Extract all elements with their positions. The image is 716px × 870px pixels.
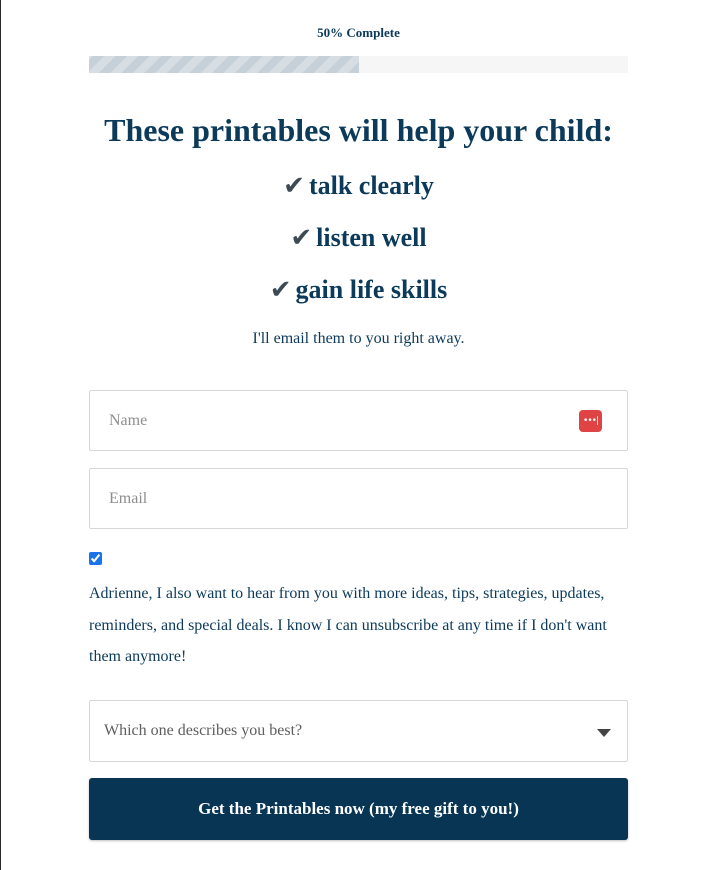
headline: These printables will help your child: <box>104 112 613 148</box>
check-icon: ✔ <box>269 275 292 305</box>
benefit-item <box>89 166 628 218</box>
benefit-text: listen well <box>316 223 427 252</box>
benefit-item <box>89 218 628 270</box>
email-input[interactable] <box>90 469 549 528</box>
password-manager-icon[interactable]: •••| <box>579 410 602 432</box>
benefits-list <box>89 166 628 322</box>
caret-down-icon <box>597 729 611 737</box>
role-select[interactable] <box>89 700 628 762</box>
email-subtext: I'll email them to you right away. <box>252 330 465 347</box>
check-icon: ✔ <box>290 223 313 253</box>
benefit-text: talk clearly <box>308 171 434 200</box>
progress-bar <box>89 56 628 73</box>
benefit-text: gain life skills <box>295 275 448 304</box>
consent-checkbox[interactable] <box>89 552 102 565</box>
progress-label: 50% Complete <box>317 25 400 40</box>
consent-text: Adrienne, I also want to hear from you with more ideas, tips, strategies, updates, reminders, and special deals. I know I can unsubscribe at any time if I don't want them anymore! <box>89 585 607 665</box>
name-field-wrapper <box>89 390 628 451</box>
get-printables-button[interactable]: Get the Printables now (my free gift to you!) <box>89 778 628 840</box>
check-icon: ✔ <box>283 171 305 201</box>
progress-bar-fill <box>89 56 359 73</box>
email-field-wrapper <box>89 468 628 529</box>
benefit-item <box>89 270 628 322</box>
left-edge-border <box>0 0 1 870</box>
name-input[interactable] <box>90 391 549 450</box>
role-select-value: Which one describes you best? <box>104 722 303 739</box>
